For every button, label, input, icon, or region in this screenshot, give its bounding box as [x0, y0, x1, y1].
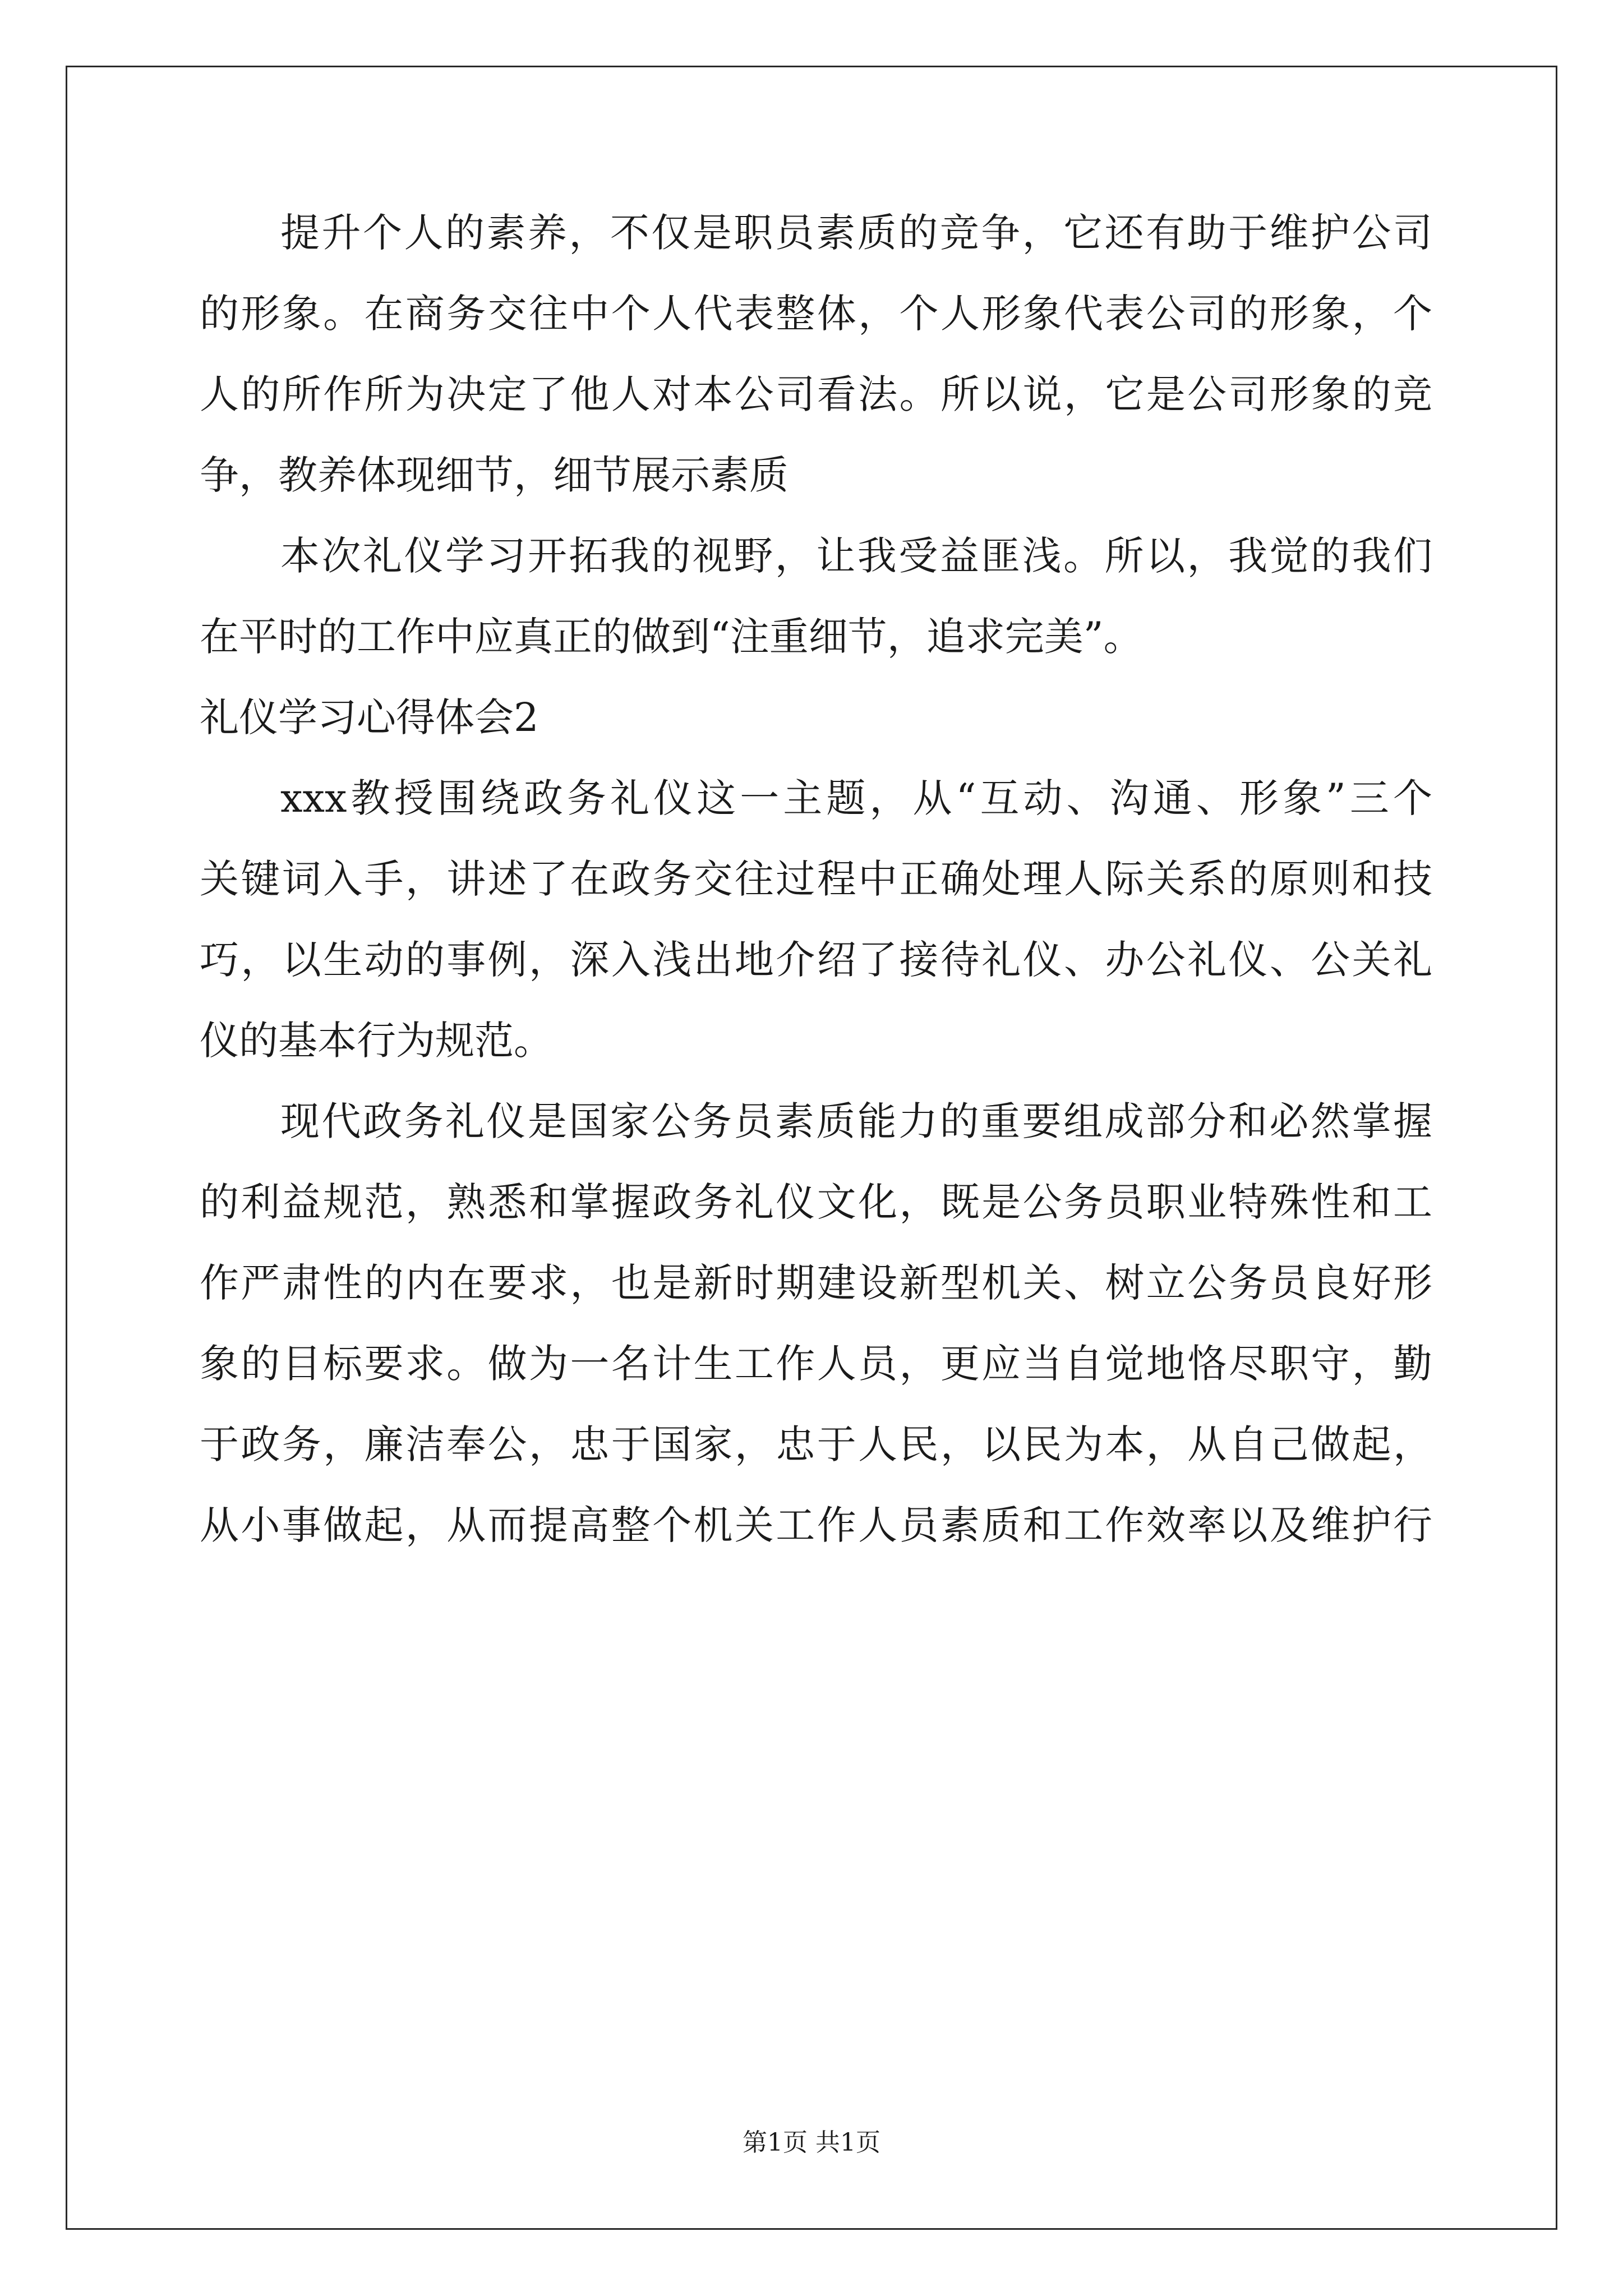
section-heading: 礼仪学习心得体会2	[200, 694, 539, 740]
paragraph-line: 巧，以生动的事例，深入浅出地介绍了接待礼仪、办公礼仪、公关礼	[200, 937, 1432, 983]
paragraph-line: 人的所作所为决定了他人对本公司看法。所以说，它是公司形象的竞	[200, 371, 1432, 417]
paragraph-line: 争，教养体现细节，细节展示素质	[200, 452, 789, 498]
paragraph-line: 的形象。在商务交往中个人代表整体，个人形象代表公司的形象，个	[200, 291, 1432, 337]
paragraph-line: 本次礼仪学习开拓我的视野，让我受益匪浅。所以，我觉的我们	[280, 533, 1432, 579]
paragraph-line: xxx教授围绕政务礼仪这一主题，从“互动、沟通、形象”三个	[280, 775, 1432, 821]
paragraph-line: 象的目标要求。做为一名计生工作人员，更应当自觉地恪尽职守，勤	[200, 1341, 1432, 1387]
paragraph-line: 在平时的工作中应真正的做到“注重细节，追求完美”。	[200, 614, 1143, 660]
paragraph-line: 现代政务礼仪是国家公务员素质能力的重要组成部分和必然掌握	[280, 1098, 1432, 1144]
paragraph-line: 作严肃性的内在要求，也是新时期建设新型机关、树立公务员良好形	[200, 1260, 1432, 1306]
paragraph-line: 提升个人的素养，不仅是职员素质的竞争，它还有助于维护公司	[280, 210, 1432, 256]
paragraph-line: 仪的基本行为规范。	[200, 1018, 553, 1064]
paragraph-line: 关键词入手，讲述了在政务交往过程中正确处理人际关系的原则和技	[200, 856, 1432, 902]
paragraph-line: 于政务，廉洁奉公，忠于国家，忠于人民，以民为本，从自己做起，	[200, 1421, 1432, 1467]
page-footer: 第1页 共1页	[743, 2128, 880, 2157]
paragraph-line: 从小事做起，从而提高整个机关工作人员素质和工作效率以及维护行	[200, 1502, 1432, 1548]
paragraph-line: 的利益规范，熟悉和掌握政务礼仪文化，既是公务员职业特殊性和工	[200, 1179, 1432, 1225]
